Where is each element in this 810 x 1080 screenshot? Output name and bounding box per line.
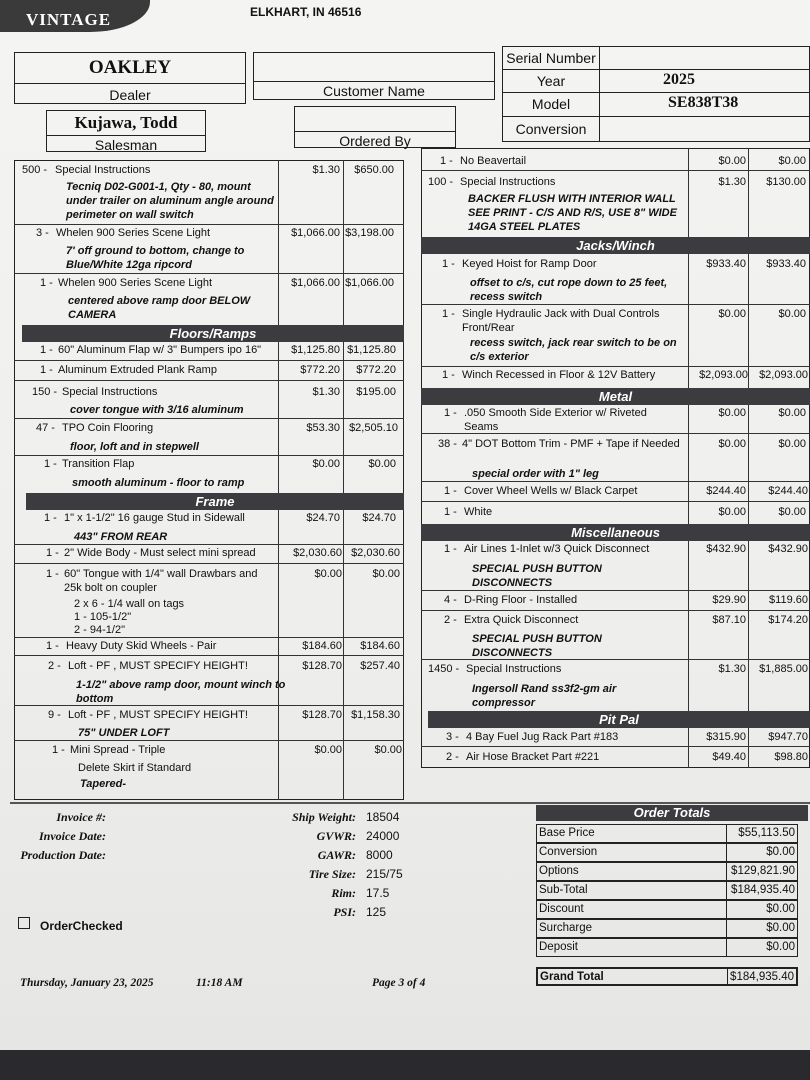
totals-row-deposit: Deposit $0.00 — [536, 938, 798, 957]
page-number: Page 3 of 4 — [372, 977, 426, 989]
conversion-label: Conversion — [515, 121, 587, 137]
section-miscellaneous: Miscellaneous — [421, 524, 810, 541]
customer-box — [253, 52, 495, 100]
gvwr-value: 24000 — [366, 829, 400, 843]
line-note: SPECIAL PUSH BUTTON DISCONNECTS — [472, 563, 602, 589]
line-note: floor, loft and in stepwell — [70, 441, 199, 453]
section-metal: Metal — [421, 388, 810, 405]
rim-label: Rim: — [331, 886, 356, 900]
section-floors-ramps: Floors/Ramps — [22, 325, 404, 342]
section-jacks-winch: Jacks/Winch — [421, 237, 810, 254]
line-note: cover tongue with 3/16 aluminum — [70, 404, 244, 416]
tire-size-label: Tire Size: — [308, 867, 356, 881]
ship-weight-value: 18504 — [366, 810, 400, 824]
order-sheet: VINTAGE ELKHART, IN 46516 OAKLEY Dealer Customer Name Kujawa, Todd Salesman Ordered By Serial Number Year 2025 Model SE838T38 Conversion 500 - Special Instructions $1.30 $650.00 Tecniq D02-G001-1, Qty - 80, mount under trailer on aluminum angle around perimeter on wall switch 3 - Whelen 900 Series Scene Light $1,066.00 $3,198.00 7' off ground to bottom, change to Blue/White 12ga ripcord 1 - Whelen 900 Series Scene Light $1,066.00 $1,066.00 centered above ramp door BELOW CAMERA Floors/Ramps 1 - 60" Aluminum Flap w/ 3" Bumpers ipo 16" $1,125.80 $1,125.80 1 - Aluminum Extruded Plank Ramp $772.20 $772.20 150 - Special Instructions $1.30 $195.00 cover tongue with 3/16 aluminum 47 - TPO Coin Flooring $53.30 $2,505.10 floor, loft and in stepwell 1 - Transition Flap $0.00 $0.00 smooth aluminum - floor to ramp Frame 1 - 1" x 1-1/2" 16 gauge Stud in Sidewall $24.70 $24.70 443" FROM REAR 1 - 2" Wide Body - Must select mini spread $2,030.60 $2,030.60 1 - 60" Tongue with 1/4" wall Drawbars and 25k bolt on coupler $0.00 $0.00 2 x 6 - 1/4 wall on tags 1 - 105-1/2" 2 - 94-1/2" 1 - Heavy Duty Skid Wheels - Pair $184.60 $184.60 2 - Loft - PF , MUST SPECIFY HEIGHT! $128.70 $257.40 1-1/2" above ramp door, mount winch to bottom 9 - Loft - PF , MUST SPECIFY HEIGHT! $128.70 $1,158.30 75" UNDER LOFT 1 - Mini Spread - Triple $0.00 $0.00 Delete Skirt if Standard Tapered- 1 - No Beavertail $0.00 $0.00 100 - Special Instructions $1.30 $130.00 BACKER FLUSH WITH INTERIOR WALL SEE PRINT - C/S AND R/S, USE 8" WIDE 14GA STEEL PLATES Jacks/Winch 1 - Keyed Hoist for Ramp Door $933.40 $933.40 offset to c/s, cut rope down to 25 feet, recess switch 1 - Single Hydraulic Jack with Dual Controls Front/Rear $0.00 $0.00 recess switch, jack rear switch to be on c/s exterior 1 - Winch Recessed in Floor & 12V Battery $2,093.00 $2,093.00 Metal 1 - .050 Smooth Side Exterior w/ Riveted Seams $0.00 $0.00 38 - 4" DOT Bottom Trim - PMF + Tape if Needed $0.00 $0.00 special order with 1" leg 1 - Cover Wheel Wells w/ Black Carpet $244.40 $244.40 1 - White $0.00 $0.00 Miscellaneous 1 - Air Lines 1-Inlet w/3 Quick Disconnect $432.90 $432.90 SPECIAL PUSH BUTTON DISCONNECTS 4 - D-Ring Floor - Installed $29.90 $119.60 2 - Extra Quick Disconnect $87.10 $174.20 SPECIAL PUSH BUTTON DISCONNECTS 1450 - Special Instructions $1.30 $1,885.00 Ingersoll Rand ss3f2-gm air compressor Pit Pal 3 - 4 Bay Fuel Jug Rack Part #183 $315.90 $947.70 2 - Air Hose Bracket Part #221 $49.40 $98.80 Invoice #: Invoice Date: Production Date: Ship Weight: 18504 GVWR: 24000 GAWR: 8000 Tire Size: 215/75 Rim: 17.5 PSI: 125 OrderChecked Thursday, January 23, 2025 11:18 AM Page 3 of 4 Order Totals Base Price $55,113.50 Conversion $0.00 Options $129,821.90 Sub-Total $184,935.40 Discount $0.00 Surcharge $0.00 Deposit $0.00 Grand Total $184,935.40 — [0, 0, 810, 1050]
model-value: SE838T38 — [668, 94, 739, 111]
totals-row-conversion: Conversion $0.00 — [536, 843, 798, 862]
dealer-city: ELKHART, IN 46516 — [250, 5, 362, 19]
line-note: Tecniq D02-G001-1, Qty - 80, mount under trailer on aluminum angle around perimeter on wall switch — [66, 181, 274, 221]
order-checked-checkbox[interactable] — [18, 917, 30, 929]
ordered-by-label: Ordered By — [339, 133, 411, 149]
invoice-number-label: Invoice #: — [56, 810, 106, 824]
line-sub: Delete Skirt if Standard — [78, 762, 192, 774]
ordered-by-box — [294, 106, 456, 148]
line-note: 443" FROM REAR — [74, 531, 168, 543]
year-label: Year — [536, 73, 566, 89]
dealer-box — [14, 52, 246, 104]
gvwr-label: GVWR: — [316, 829, 356, 843]
totals-row-surcharge: Surcharge $0.00 — [536, 919, 798, 938]
line-note: SPECIAL PUSH BUTTON DISCONNECTS — [472, 633, 602, 659]
totals-row-base-price: Base Price $55,113.50 — [536, 824, 798, 843]
line-note: BACKER FLUSH WITH INTERIOR WALL SEE PRINT - C/S AND R/S, USE 8" WIDE 14GA STEEL PLATES — [468, 193, 677, 233]
line-note: special order with 1" leg — [472, 468, 599, 480]
line-note: smooth aluminum - floor to ramp — [72, 477, 245, 489]
order-totals-title: Order Totals — [536, 805, 808, 821]
line-note: 7' off ground to bottom, change to Blue/White 12ga ripcord — [66, 245, 245, 271]
customer-name-label: Customer Name — [323, 83, 425, 99]
psi-label: PSI: — [333, 905, 356, 919]
psi-value: 125 — [366, 905, 387, 919]
tire-size-value: 215/75 — [366, 867, 403, 881]
unit-info-box — [502, 46, 810, 142]
line-note: 1-1/2" above ramp door, mount winch to bottom — [76, 679, 286, 705]
dealer-name: OAKLEY — [88, 57, 172, 78]
gawr-value: 8000 — [366, 848, 393, 862]
order-checked-label: OrderChecked — [40, 919, 123, 933]
line-note: centered above ramp door BELOW CAMERA — [68, 295, 251, 321]
line-note: offset to c/s, cut rope down to 25 feet, recess switch — [470, 277, 668, 303]
serial-number-label: Serial Number — [506, 50, 596, 66]
totals-row-discount: Discount $0.00 — [536, 900, 798, 919]
vintage-logo: VINTAGE — [0, 0, 150, 32]
rim-value: 17.5 — [366, 886, 390, 900]
year-value: 2025 — [663, 71, 695, 88]
totals-row-subtotal: Sub-Total $184,935.40 — [536, 881, 798, 900]
line-sub: 2 x 6 - 1/4 wall on tags — [74, 598, 185, 610]
line-note: recess switch, jack rear switch to be on c/s exterior — [470, 337, 677, 363]
gawr-label: GAWR: — [317, 848, 356, 862]
salesman-name: Kujawa, Todd — [74, 113, 178, 132]
model-label: Model — [531, 96, 571, 112]
section-pit-pal: Pit Pal — [428, 711, 810, 728]
invoice-date-label: Invoice Date: — [39, 829, 106, 843]
ship-weight-label: Ship Weight: — [292, 810, 356, 824]
print-time: 11:18 AM — [196, 977, 243, 989]
production-date-label: Production Date: — [20, 848, 106, 862]
grand-total-label: Grand Total — [540, 971, 604, 983]
line-sub: 1 - 105-1/2" — [74, 611, 132, 623]
salesman-label: Salesman — [94, 137, 158, 153]
section-frame: Frame — [26, 493, 404, 510]
line-sub: 2 - 94-1/2" — [74, 624, 125, 636]
line-note: Tapered- — [80, 778, 127, 790]
print-date: Thursday, January 23, 2025 — [20, 977, 154, 989]
dealer-label: Dealer — [109, 87, 151, 103]
totals-row-options: Options $129,821.90 — [536, 862, 798, 881]
grand-total-row — [536, 967, 798, 986]
line-note: 75" UNDER LOFT — [78, 727, 170, 739]
grand-total-value: $184,935.40 — [730, 971, 794, 983]
line-note: Ingersoll Rand ss3f2-gm air compressor — [472, 683, 617, 709]
salesman-box — [46, 110, 206, 152]
